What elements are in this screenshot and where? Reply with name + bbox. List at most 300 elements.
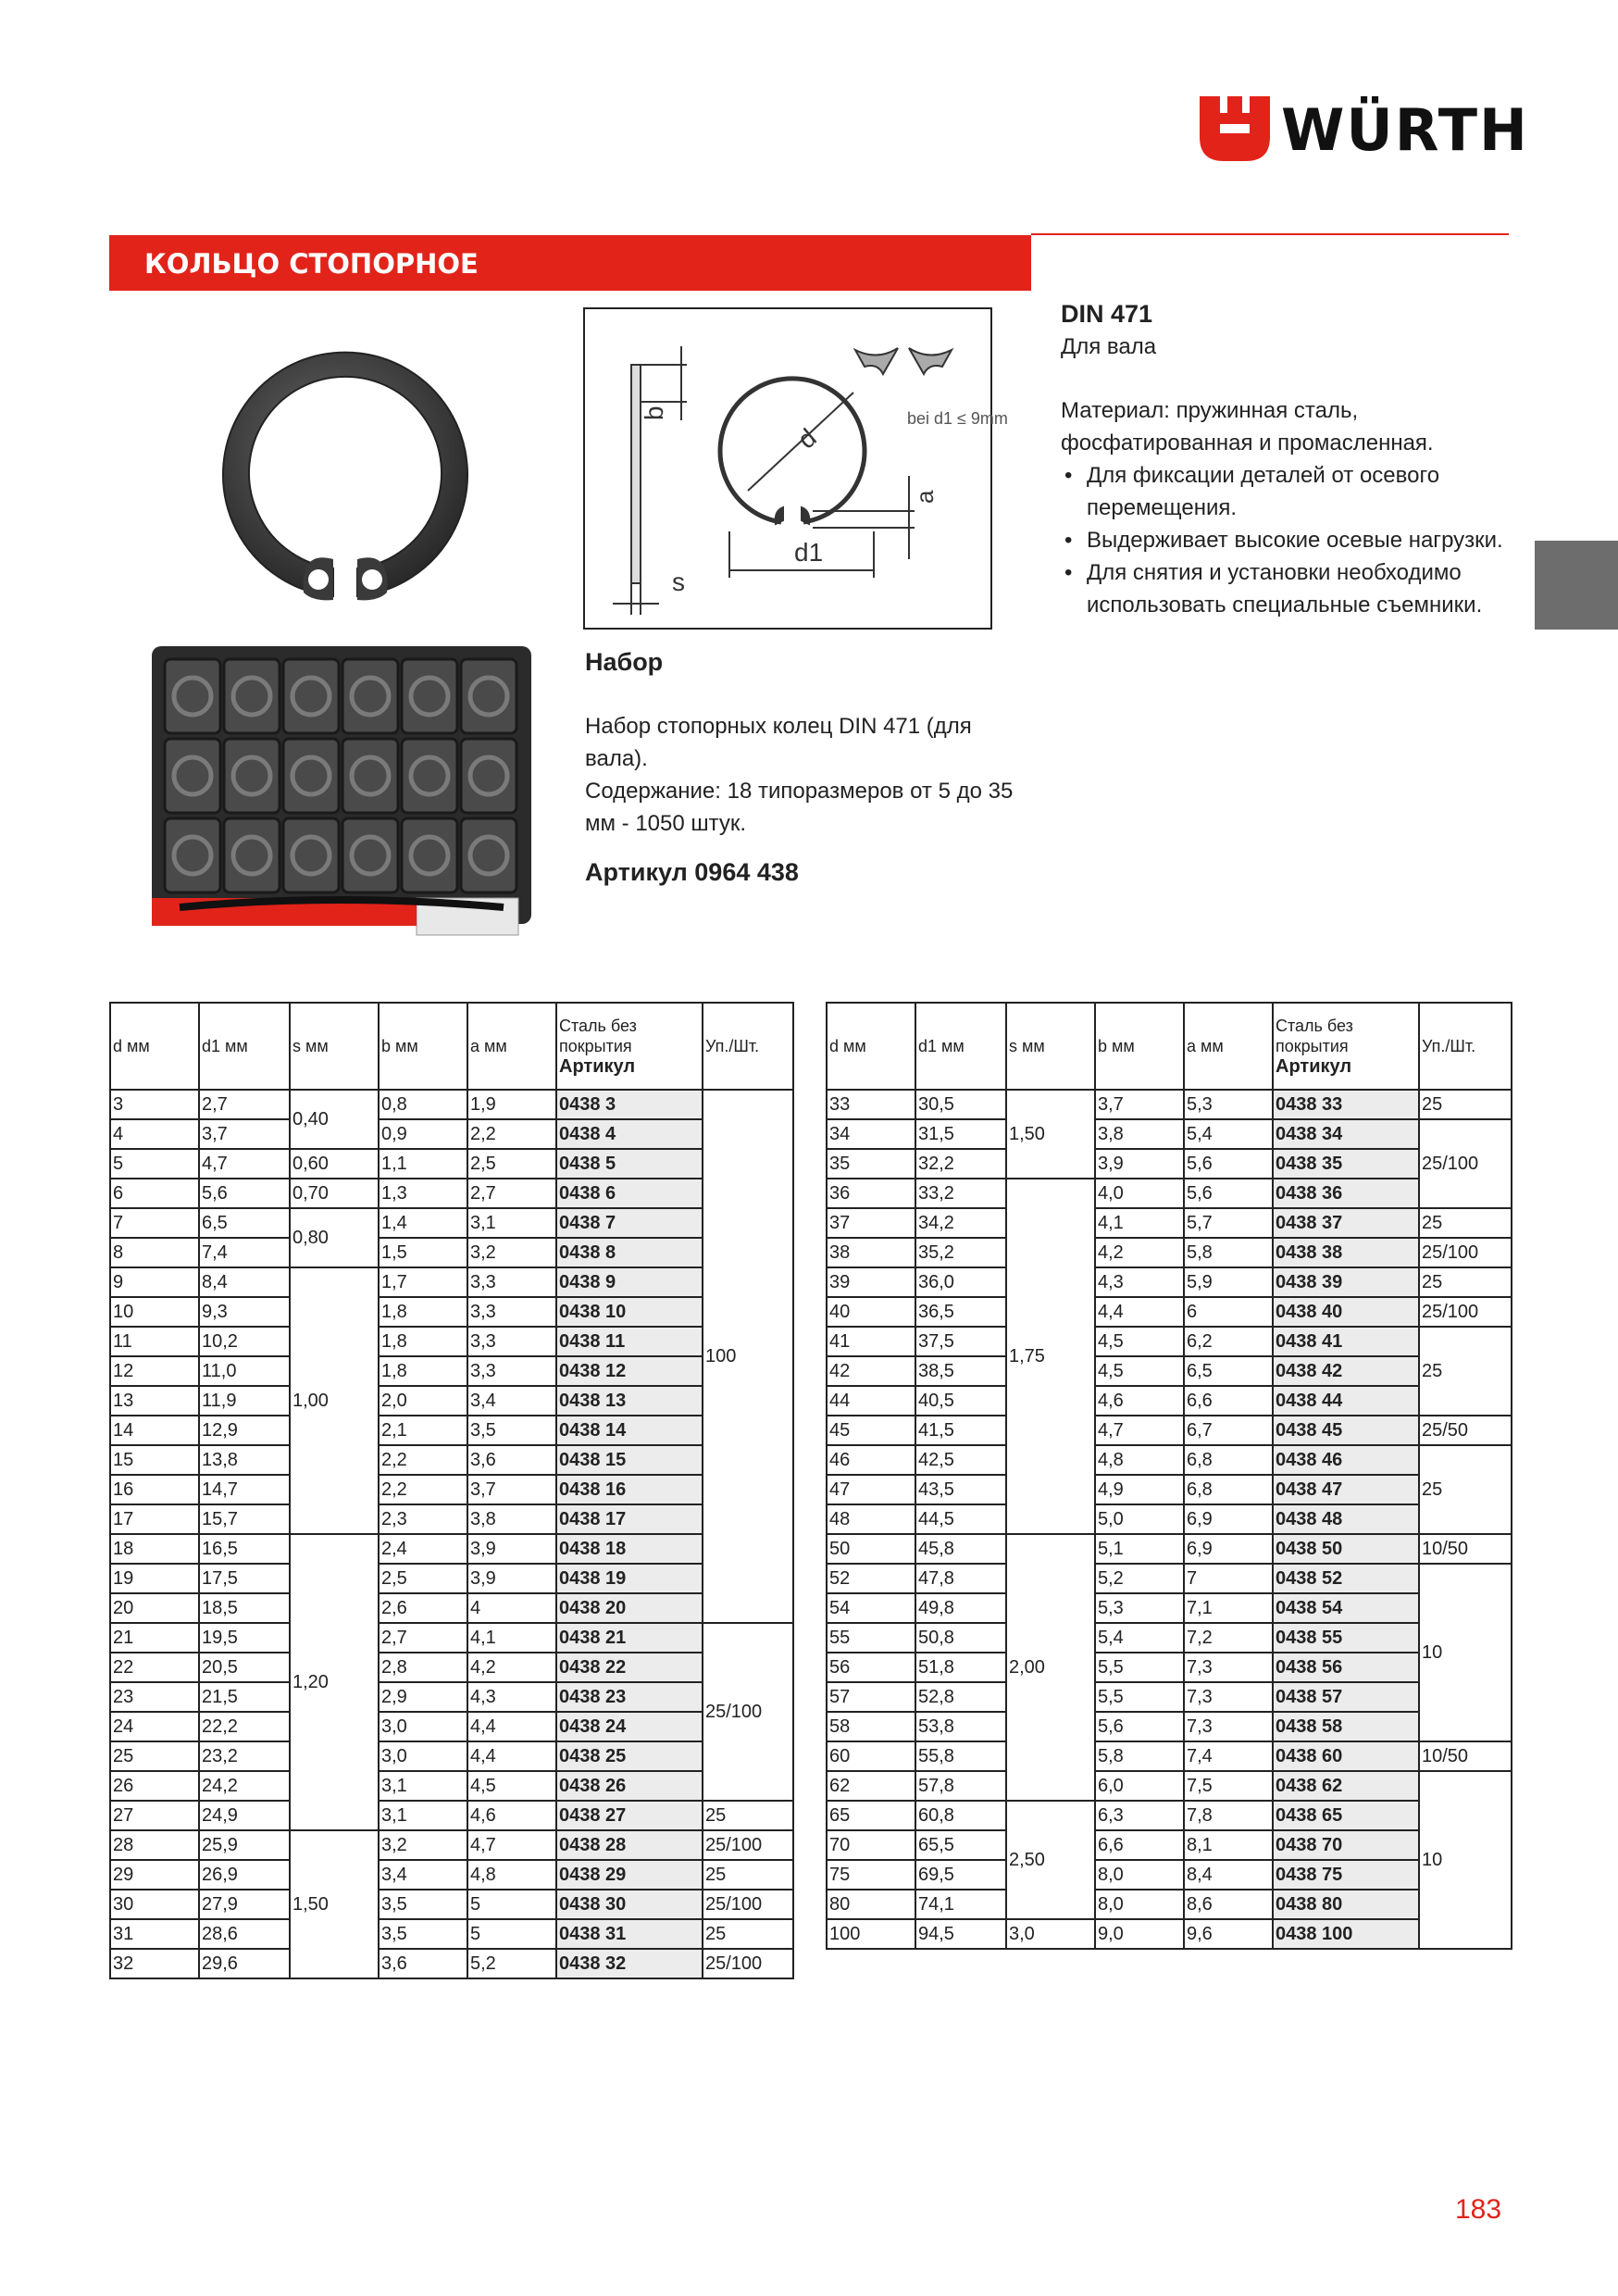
cell-d1: 51,8 — [915, 1653, 1006, 1682]
cell-d: 65 — [827, 1801, 915, 1830]
cell-a: 5,7 — [1184, 1208, 1273, 1238]
col-a: a мм — [1184, 1003, 1273, 1090]
table-row — [110, 1623, 793, 1653]
cell-article: 0438 18 — [556, 1534, 703, 1564]
cell-article: 0438 32 — [556, 1949, 703, 1978]
cell-d: 14 — [110, 1416, 199, 1445]
cell-b: 1,8 — [379, 1327, 467, 1356]
cell-a: 4,5 — [467, 1771, 556, 1801]
cell-d1: 18,5 — [199, 1593, 290, 1623]
cell-d1: 47,8 — [915, 1564, 1006, 1593]
cell-d: 15 — [110, 1445, 199, 1475]
cell-a: 4,4 — [467, 1741, 556, 1771]
col-d1: d1 мм — [915, 1003, 1006, 1090]
cell-b: 5,3 — [1095, 1593, 1184, 1623]
cell-d1: 32,2 — [915, 1149, 1006, 1179]
col-article: Сталь без покрытия Артикул — [556, 1003, 703, 1090]
technical-drawing — [583, 307, 1008, 630]
feature-item: • Для снятия и установки необходимо использовать специальные съемники. — [1087, 556, 1524, 621]
usage: Для вала — [1061, 334, 1157, 359]
cell-article: 0438 9 — [556, 1267, 703, 1297]
table-row — [110, 1238, 793, 1267]
cell-article: 0438 52 — [1273, 1564, 1419, 1593]
cell-b: 1,5 — [379, 1238, 467, 1267]
page-title: КОЛЬЦО СТОПОРНОЕ — [144, 248, 479, 280]
cell-d: 33 — [827, 1090, 915, 1119]
cell-a: 7,3 — [1184, 1712, 1273, 1741]
cell-b: 1,1 — [379, 1149, 467, 1179]
table-row — [110, 1890, 793, 1919]
cell-article: 0438 44 — [1273, 1386, 1419, 1416]
cell-d1: 60,8 — [915, 1801, 1006, 1830]
cell-article: 0438 4 — [556, 1119, 703, 1149]
col-qty: Уп./Шт. — [1419, 1003, 1512, 1090]
cell-a: 6,6 — [1184, 1386, 1273, 1416]
cell-article: 0438 21 — [556, 1623, 703, 1653]
assortment-box-photo — [152, 646, 531, 954]
table-row — [110, 1830, 793, 1860]
cell-b: 1,8 — [379, 1356, 467, 1386]
table-row — [110, 1386, 793, 1416]
label-d1: d1 — [794, 538, 824, 567]
cell-article: 0438 38 — [1273, 1238, 1419, 1267]
table-row — [827, 1238, 1512, 1267]
table-row — [827, 1860, 1512, 1890]
table-row — [827, 1741, 1512, 1771]
cell-d: 20 — [110, 1593, 199, 1623]
cell-article: 0438 41 — [1273, 1327, 1419, 1356]
cell-b: 4,2 — [1095, 1238, 1184, 1267]
cell-a: 3,6 — [467, 1445, 556, 1475]
table-row — [827, 1416, 1512, 1445]
table-row — [110, 1682, 793, 1712]
table-row — [827, 1830, 1512, 1860]
cell-a: 5,9 — [1184, 1267, 1273, 1297]
cell-d: 80 — [827, 1890, 915, 1919]
table-row — [110, 1208, 793, 1238]
cell-a: 7 — [1184, 1564, 1273, 1593]
cell-d: 16 — [110, 1475, 199, 1504]
cell-article: 0438 19 — [556, 1564, 703, 1593]
table-row — [827, 1208, 1512, 1238]
cell-d: 35 — [827, 1149, 915, 1179]
cell-d1: 14,7 — [199, 1475, 290, 1504]
cell-a: 6,9 — [1184, 1504, 1273, 1534]
cell-d1: 26,9 — [199, 1860, 290, 1890]
cell-qty: 10 — [1419, 1771, 1512, 1949]
cell-a: 6,7 — [1184, 1416, 1273, 1445]
brand-name: WÜRTH — [1281, 96, 1529, 164]
cell-qty: 25 — [703, 1919, 793, 1949]
cell-s: 0,60 — [290, 1149, 379, 1179]
cell-d1: 52,8 — [915, 1682, 1006, 1712]
cell-a: 6,2 — [1184, 1327, 1273, 1356]
cell-d: 36 — [827, 1179, 915, 1208]
cell-d1: 3,7 — [199, 1119, 290, 1149]
cell-s: 1,50 — [1006, 1090, 1095, 1179]
cell-d1: 53,8 — [915, 1712, 1006, 1741]
cell-article: 0438 45 — [1273, 1416, 1419, 1445]
cell-a: 5,3 — [1184, 1090, 1273, 1119]
cell-d: 32 — [110, 1949, 199, 1978]
cell-b: 6,6 — [1095, 1830, 1184, 1860]
cell-article: 0438 40 — [1273, 1297, 1419, 1327]
table-row — [110, 1949, 793, 1978]
table-row — [110, 1475, 793, 1504]
cell-s: 1,50 — [290, 1830, 379, 1978]
cell-d1: 33,2 — [915, 1179, 1006, 1208]
cell-a: 4 — [467, 1593, 556, 1623]
table-row — [827, 1119, 1512, 1149]
table-row — [827, 1534, 1512, 1564]
cell-b: 2,0 — [379, 1386, 467, 1416]
cell-a: 6,5 — [1184, 1356, 1273, 1386]
cell-a: 5 — [467, 1919, 556, 1949]
label-s: s — [672, 568, 685, 596]
size-table-left — [109, 1002, 794, 1979]
cell-d1: 49,8 — [915, 1593, 1006, 1623]
cell-d1: 6,5 — [199, 1208, 290, 1238]
cell-d: 11 — [110, 1327, 199, 1356]
cell-article: 0438 34 — [1273, 1119, 1419, 1149]
cell-d1: 24,9 — [199, 1801, 290, 1830]
cell-d1: 19,5 — [199, 1623, 290, 1653]
cell-d1: 4,7 — [199, 1149, 290, 1179]
cell-d: 26 — [110, 1771, 199, 1801]
cell-d: 21 — [110, 1623, 199, 1653]
table-row — [827, 1386, 1512, 1416]
cell-d1: 23,2 — [199, 1741, 290, 1771]
table-row — [827, 1771, 1512, 1801]
cell-article: 0438 55 — [1273, 1623, 1419, 1653]
cell-b: 5,0 — [1095, 1504, 1184, 1534]
cell-s: 0,80 — [290, 1208, 379, 1267]
table-row — [827, 1890, 1512, 1919]
cell-article: 0438 80 — [1273, 1890, 1419, 1919]
table-row — [827, 1504, 1512, 1534]
table-header-row — [827, 1003, 1512, 1090]
title-divider — [1031, 233, 1509, 235]
cell-d1: 8,4 — [199, 1267, 290, 1297]
kit-heading: Набор — [585, 648, 664, 676]
cell-d: 40 — [827, 1297, 915, 1327]
table-row — [827, 1682, 1512, 1712]
cell-d: 7 — [110, 1208, 199, 1238]
cell-b: 5,5 — [1095, 1682, 1184, 1712]
cell-b: 9,0 — [1095, 1919, 1184, 1949]
cell-d1: 27,9 — [199, 1890, 290, 1919]
page-number: 183 — [1455, 2194, 1502, 2225]
table-row — [110, 1653, 793, 1682]
cell-d1: 28,6 — [199, 1919, 290, 1949]
cell-b: 1,8 — [379, 1297, 467, 1327]
cell-d1: 42,5 — [915, 1445, 1006, 1475]
cell-s: 1,00 — [290, 1267, 379, 1534]
table-row — [110, 1860, 793, 1890]
cell-article: 0438 37 — [1273, 1208, 1419, 1238]
cell-d: 39 — [827, 1267, 915, 1297]
cell-a: 6,9 — [1184, 1534, 1273, 1564]
cell-a: 2,2 — [467, 1119, 556, 1149]
label-note: bei d1 ≤ 9mm — [907, 409, 1008, 428]
col-b: b мм — [379, 1003, 467, 1090]
cell-d: 38 — [827, 1238, 915, 1267]
cell-b: 3,0 — [379, 1712, 467, 1741]
cell-qty: 25 — [1419, 1267, 1512, 1297]
cell-d: 22 — [110, 1653, 199, 1682]
cell-d: 34 — [827, 1119, 915, 1149]
label-b: b — [640, 406, 668, 420]
cell-qty: 25/50 — [1419, 1416, 1512, 1445]
table-row — [827, 1653, 1512, 1682]
cell-b: 5,4 — [1095, 1623, 1184, 1653]
table-row — [827, 1564, 1512, 1593]
cell-a: 2,7 — [467, 1179, 556, 1208]
wurth-logo — [1200, 96, 1529, 165]
cell-article: 0438 28 — [556, 1830, 703, 1860]
cell-b: 4,7 — [1095, 1416, 1184, 1445]
col-s: s мм — [290, 1003, 379, 1090]
cell-a: 5,8 — [1184, 1238, 1273, 1267]
cell-s: 2,00 — [1006, 1534, 1095, 1801]
cell-s: 0,70 — [290, 1179, 379, 1208]
cell-d1: 43,5 — [915, 1475, 1006, 1504]
cell-a: 6,8 — [1184, 1445, 1273, 1475]
cell-article: 0438 24 — [556, 1712, 703, 1741]
cell-b: 5,2 — [1095, 1564, 1184, 1593]
cell-d1: 11,0 — [199, 1356, 290, 1386]
cell-b: 3,8 — [1095, 1119, 1184, 1149]
cell-article: 0438 42 — [1273, 1356, 1419, 1386]
cell-a: 6 — [1184, 1297, 1273, 1327]
cell-article: 0438 70 — [1273, 1830, 1419, 1860]
table-row — [110, 1741, 793, 1771]
cell-d: 45 — [827, 1416, 915, 1445]
cell-article: 0438 25 — [556, 1741, 703, 1771]
cell-qty: 25 — [703, 1860, 793, 1890]
cell-article: 0438 36 — [1273, 1179, 1419, 1208]
table-row — [110, 1919, 793, 1949]
table-row — [110, 1534, 793, 1564]
cell-b: 3,2 — [379, 1830, 467, 1860]
label-a: a — [911, 490, 939, 504]
cell-article: 0438 47 — [1273, 1475, 1419, 1504]
cell-article: 0438 26 — [556, 1771, 703, 1801]
cell-article: 0438 30 — [556, 1890, 703, 1919]
cell-article: 0438 31 — [556, 1919, 703, 1949]
cell-d1: 17,5 — [199, 1564, 290, 1593]
cell-d: 12 — [110, 1356, 199, 1386]
cell-b: 3,4 — [379, 1860, 467, 1890]
table-row — [110, 1356, 793, 1386]
cell-b: 6,3 — [1095, 1801, 1184, 1830]
cell-a: 4,4 — [467, 1712, 556, 1741]
feature-list — [1061, 459, 1524, 621]
cell-d1: 74,1 — [915, 1890, 1006, 1919]
cell-a: 3,9 — [467, 1564, 556, 1593]
table-row — [110, 1771, 793, 1801]
cell-qty: 25 — [703, 1801, 793, 1830]
table-row — [827, 1327, 1512, 1356]
table-row — [110, 1090, 793, 1119]
cell-d1: 94,5 — [915, 1919, 1006, 1949]
cell-b: 2,4 — [379, 1534, 467, 1564]
cell-b: 4,4 — [1095, 1297, 1184, 1327]
cell-qty: 10 — [1419, 1564, 1512, 1741]
cell-d1: 37,5 — [915, 1327, 1006, 1356]
material: Материал: пружинная сталь, фосфатированная и промасленная. — [1061, 398, 1434, 455]
cell-article: 0438 17 — [556, 1504, 703, 1534]
cell-a: 4,7 — [467, 1830, 556, 1860]
cell-a: 7,8 — [1184, 1801, 1273, 1830]
table-row — [827, 1179, 1512, 1208]
cell-article: 0438 27 — [556, 1801, 703, 1830]
cell-b: 1,4 — [379, 1208, 467, 1238]
table-row — [827, 1801, 1512, 1830]
table-row — [827, 1593, 1512, 1623]
cell-d: 75 — [827, 1860, 915, 1890]
cell-qty: 25/100 — [1419, 1238, 1512, 1267]
cell-article: 0438 15 — [556, 1445, 703, 1475]
cell-b: 5,6 — [1095, 1712, 1184, 1741]
cell-article: 0438 39 — [1273, 1267, 1419, 1297]
cell-d1: 20,5 — [199, 1653, 290, 1682]
cell-d: 62 — [827, 1771, 915, 1801]
standard: DIN 471 — [1061, 300, 1153, 328]
cell-qty: 100 — [703, 1090, 793, 1623]
cell-d1: 44,5 — [915, 1504, 1006, 1534]
table-row — [110, 1712, 793, 1741]
cell-article: 0438 13 — [556, 1386, 703, 1416]
cell-b: 3,9 — [1095, 1149, 1184, 1179]
cell-d: 9 — [110, 1267, 199, 1297]
cell-d1: 29,6 — [199, 1949, 290, 1978]
cell-a: 8,4 — [1184, 1860, 1273, 1890]
cell-qty: 25/100 — [703, 1949, 793, 1978]
cell-d1: 57,8 — [915, 1771, 1006, 1801]
cell-b: 5,5 — [1095, 1653, 1184, 1682]
cell-d1: 40,5 — [915, 1386, 1006, 1416]
cell-d: 23 — [110, 1682, 199, 1712]
col-article: Сталь без покрытия Артикул — [1273, 1003, 1419, 1090]
cell-d: 29 — [110, 1860, 199, 1890]
wurth-logo-icon — [1200, 96, 1270, 165]
cell-d1: 10,2 — [199, 1327, 290, 1356]
cell-d1: 50,8 — [915, 1623, 1006, 1653]
cell-d: 27 — [110, 1801, 199, 1830]
cell-b: 4,8 — [1095, 1445, 1184, 1475]
cell-b: 6,0 — [1095, 1771, 1184, 1801]
cell-b: 1,7 — [379, 1267, 467, 1297]
cell-a: 4,8 — [467, 1860, 556, 1890]
table-row — [827, 1475, 1512, 1504]
cell-d: 8 — [110, 1238, 199, 1267]
table-row — [827, 1712, 1512, 1741]
cell-s: 3,0 — [1006, 1919, 1095, 1949]
table-row — [827, 1356, 1512, 1386]
ring-dimension-diagram — [585, 309, 1008, 628]
table-row — [827, 1090, 1512, 1119]
cell-qty: 25 — [1419, 1445, 1512, 1534]
kit-content: Содержание: 18 типоразмеров от 5 до 35 мм - 1050 штук. — [585, 779, 1014, 836]
cell-b: 5,8 — [1095, 1741, 1184, 1771]
cell-d: 37 — [827, 1208, 915, 1238]
table-row — [827, 1445, 1512, 1475]
col-d1: d1 мм — [199, 1003, 290, 1090]
cell-article: 0438 60 — [1273, 1741, 1419, 1771]
table-row — [827, 1149, 1512, 1179]
table-row — [110, 1445, 793, 1475]
cell-article: 0438 5 — [556, 1149, 703, 1179]
cell-article: 0438 33 — [1273, 1090, 1419, 1119]
cell-article: 0438 100 — [1273, 1919, 1419, 1949]
cell-d1: 36,5 — [915, 1297, 1006, 1327]
cell-a: 3,7 — [467, 1475, 556, 1504]
cell-b: 3,5 — [379, 1890, 467, 1919]
cell-qty: 25/100 — [1419, 1297, 1512, 1327]
cell-d: 50 — [827, 1534, 915, 1564]
table-row — [110, 1267, 793, 1297]
cell-b: 2,2 — [379, 1475, 467, 1504]
cell-b: 2,6 — [379, 1593, 467, 1623]
cell-d: 17 — [110, 1504, 199, 1534]
cell-d1: 21,5 — [199, 1682, 290, 1712]
table-row — [110, 1416, 793, 1445]
cell-b: 4,0 — [1095, 1179, 1184, 1208]
table-row — [827, 1267, 1512, 1297]
cell-a: 7,5 — [1184, 1771, 1273, 1801]
cell-d: 28 — [110, 1830, 199, 1860]
cell-d1: 36,0 — [915, 1267, 1006, 1297]
cell-a: 7,2 — [1184, 1623, 1273, 1653]
cell-a: 3,8 — [467, 1504, 556, 1534]
cell-a: 3,2 — [467, 1238, 556, 1267]
cell-b: 2,8 — [379, 1653, 467, 1682]
col-qty: Уп./Шт. — [703, 1003, 793, 1090]
col-b: b мм — [1095, 1003, 1184, 1090]
cell-d1: 45,8 — [915, 1534, 1006, 1564]
cell-a: 3,3 — [467, 1356, 556, 1386]
cell-qty: 25 — [1419, 1090, 1512, 1119]
cell-article: 0438 35 — [1273, 1149, 1419, 1179]
retaining-ring-photo — [211, 318, 479, 611]
cell-qty: 25 — [1419, 1327, 1512, 1416]
cell-a: 1,9 — [467, 1090, 556, 1119]
cell-b: 0,9 — [379, 1119, 467, 1149]
cell-b: 3,0 — [379, 1741, 467, 1771]
cell-d1: 9,3 — [199, 1297, 290, 1327]
cell-a: 5,6 — [1184, 1149, 1273, 1179]
cell-article: 0438 48 — [1273, 1504, 1419, 1534]
cell-a: 5,2 — [467, 1949, 556, 1978]
cell-a: 7,4 — [1184, 1741, 1273, 1771]
cell-a: 5,6 — [1184, 1179, 1273, 1208]
cell-d: 5 — [110, 1149, 199, 1179]
cell-article: 0438 14 — [556, 1416, 703, 1445]
cell-a: 6,8 — [1184, 1475, 1273, 1504]
table-row — [110, 1801, 793, 1830]
cell-a: 7,1 — [1184, 1593, 1273, 1623]
cell-article: 0438 57 — [1273, 1682, 1419, 1712]
cell-a: 3,4 — [467, 1386, 556, 1416]
cell-d: 57 — [827, 1682, 915, 1712]
cell-d1: 5,6 — [199, 1179, 290, 1208]
cell-d: 56 — [827, 1653, 915, 1682]
table-row — [110, 1179, 793, 1208]
cell-d: 46 — [827, 1445, 915, 1475]
spec-block — [1061, 298, 1524, 621]
cell-article: 0438 11 — [556, 1327, 703, 1356]
